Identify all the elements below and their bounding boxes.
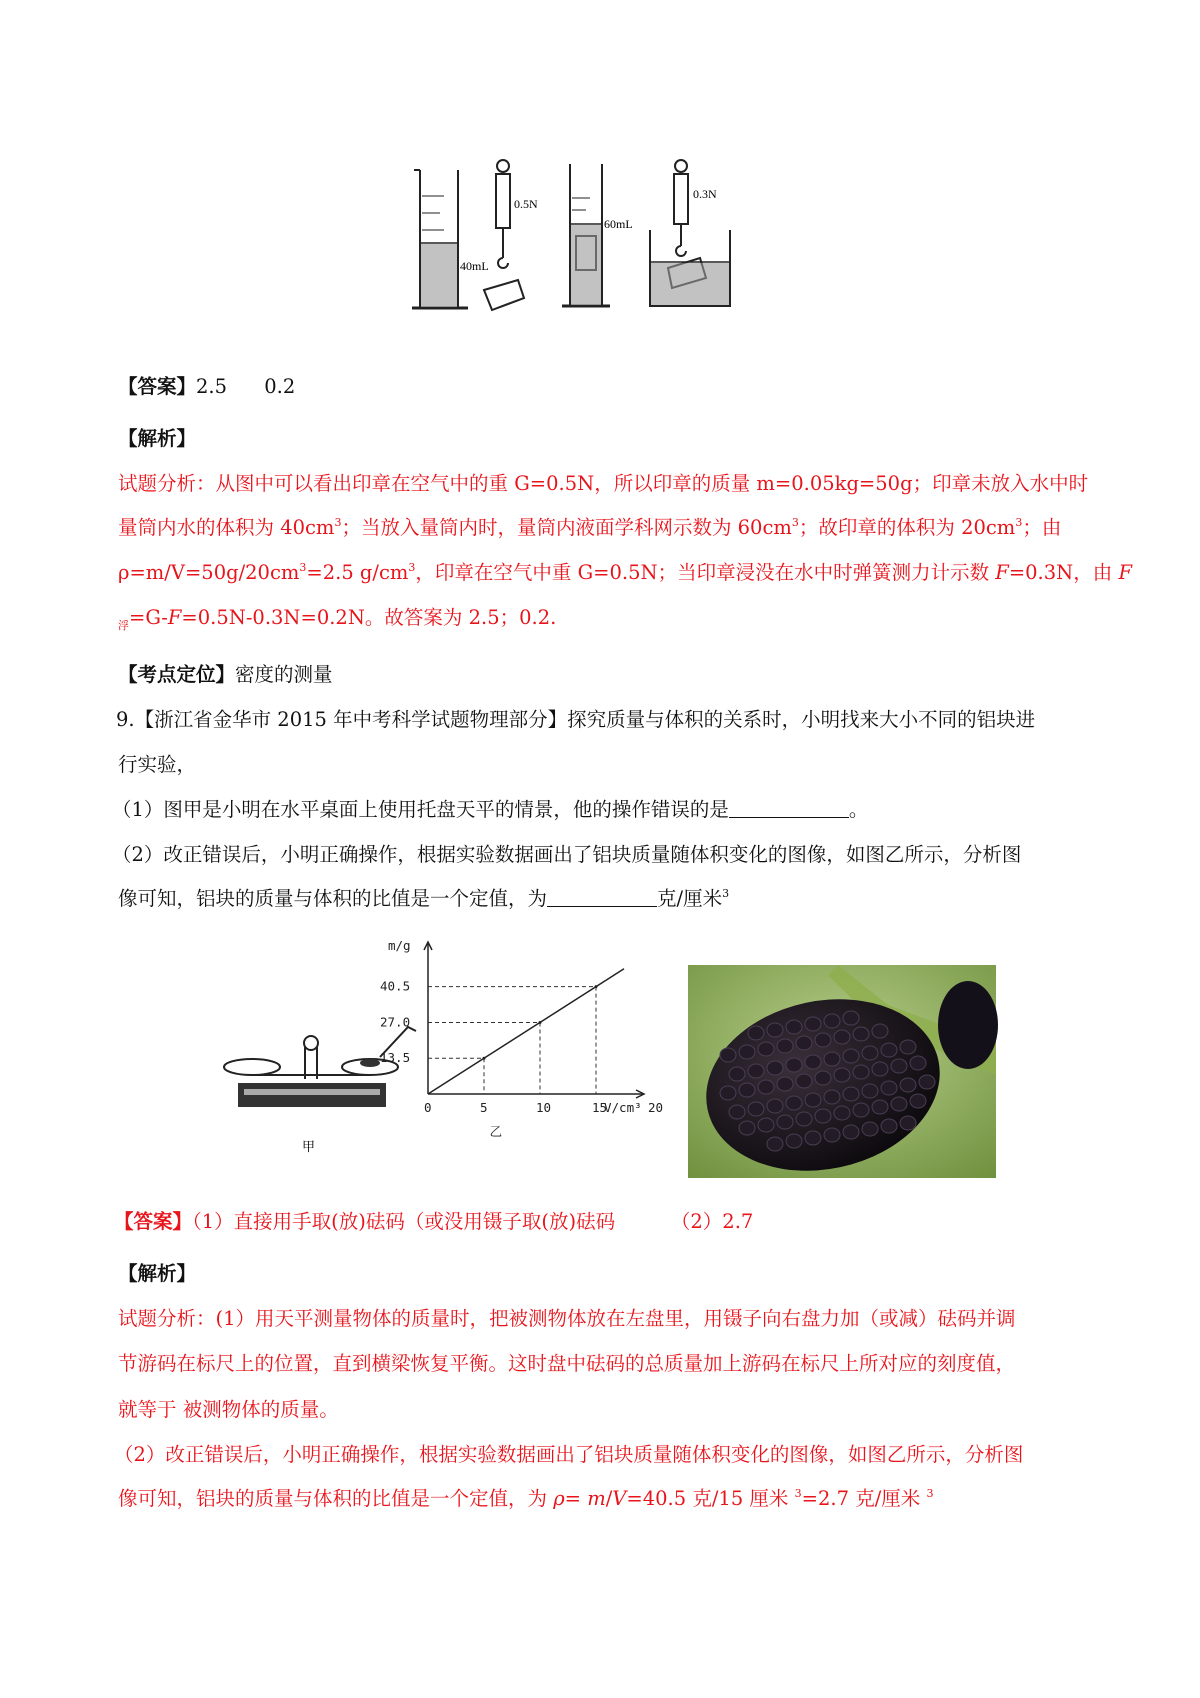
drupelet	[872, 1024, 888, 1038]
drupelet	[843, 1087, 859, 1101]
drupelet	[777, 1039, 793, 1053]
drupelet	[767, 1023, 783, 1037]
y-tick-label: 13.5	[380, 1050, 411, 1066]
drupelet	[739, 1121, 755, 1135]
drupelet	[777, 1077, 793, 1091]
figure-yi-caption: 乙	[489, 1124, 503, 1139]
drupelet	[834, 1106, 850, 1120]
q9-analysis-line-5: 像可知，铝块的质量与体积的比值是一个定值，为 ρ= m/V=40.5 克/15 厘米 $^3$=2.7 克/厘米 $^3$	[118, 1487, 934, 1510]
drupelet	[853, 1027, 869, 1041]
drupelet	[900, 1078, 916, 1092]
drupelet	[815, 1109, 831, 1123]
drupelet	[824, 1052, 840, 1066]
label-60mL: 60mL	[604, 217, 633, 231]
q9-analysis-line-2: 节游码在标尺上的位置，直到横梁恢复平衡。这时盘中砝码的总质量加上游码在标尺上所对应的刻度值，	[118, 1352, 1016, 1375]
drupelet	[786, 1096, 802, 1110]
drupelet	[843, 1125, 859, 1139]
drupelet	[910, 1056, 926, 1070]
drupelet	[767, 1061, 783, 1075]
drupelet	[862, 1084, 878, 1098]
q9-stem-line-2: 行实验，	[118, 753, 197, 776]
y-tick-label: 40.5	[380, 978, 411, 994]
q8-analysis-line-3: $\rho=m/V=50g/20cm^3=2.5$ $g/cm^3$，印章在空气中重 G=0.5N；当印章浸没在水中时弹簧测力计示数 F=0.3N，由 F	[118, 561, 1132, 584]
drupelet	[872, 1062, 888, 1076]
data-point-2	[539, 1021, 542, 1024]
drupelet	[767, 1137, 783, 1151]
x-axis-label: V/cm³	[604, 1100, 642, 1115]
y-tick-label: 27.0	[380, 1014, 411, 1030]
series-line	[428, 969, 624, 1094]
q8-analysis-line-1: 试题分析：从图中可以看出印章在空气中的重 G=0.5N，所以印章的质量 m=0.05kg=50g；印章未放入水中时	[118, 472, 1089, 495]
q9-analysis-line-3: 就等于 被测物体的质量。	[118, 1398, 339, 1421]
q8-analysis-line-2: 量筒内水的体积为 $40cm^3$；当放入量筒内时，量筒内液面学科网示数为 $60cm^3$；故印章的体积为 $20cm^3$；由	[118, 516, 1062, 539]
q8-keypoint: 【考点定位】密度的测量	[118, 663, 333, 686]
drupelet	[786, 1058, 802, 1072]
drupelet	[834, 1030, 850, 1044]
drupelet	[900, 1116, 916, 1130]
drupelet	[910, 1094, 926, 1108]
drupelet	[777, 1115, 793, 1129]
q8-analysis-line-4: $_浮$=G-F=0.5N-0.3N=0.2N。故答案为 2.5；0.2.	[118, 606, 557, 632]
drupelet	[843, 1049, 859, 1063]
q9-stem-line-1: 9.【浙江省金华市 2015 年中考科学试题物理部分】探究质量与体积的关系时，小明找来大小不同的铝块进	[116, 708, 1036, 731]
label-0.5N: 0.5N	[514, 197, 538, 211]
drupelet	[796, 1074, 812, 1088]
drupelet	[786, 1134, 802, 1148]
drupelet	[748, 1026, 764, 1040]
drupelet	[720, 1048, 736, 1062]
q9-part-2-line-1: （2）改正错误后，小明正确操作，根据实验数据画出了铝块质量随体积变化的图像，如图乙所示，分析图	[112, 843, 1022, 866]
drupelet	[872, 1100, 888, 1114]
drupelet	[739, 1045, 755, 1059]
drupelet	[834, 1068, 850, 1082]
drupelet	[805, 1093, 821, 1107]
q9-analysis-line-4: （2）改正错误后，小明正确操作，根据实验数据画出了铝块质量随体积变化的图像，如图乙所示，分析图	[114, 1443, 1024, 1466]
q9-answer: 【答案】（1）直接用手取(放)砝码（或没用镊子取(放)砝码 （2）2.7	[114, 1210, 754, 1233]
drupelet	[862, 1122, 878, 1136]
x-tick-label: 0	[424, 1100, 432, 1115]
drupelet	[815, 1071, 831, 1085]
data-point-1	[483, 1057, 486, 1060]
answer-blank-2[interactable]	[547, 886, 657, 907]
drupelet	[805, 1017, 821, 1031]
q8-analysis-label: 【解析】	[118, 427, 197, 450]
label-0.3N: 0.3N	[693, 187, 717, 201]
answer-label: 【答案】	[118, 375, 197, 398]
drupelet	[805, 1055, 821, 1069]
x-tick-label: 10	[536, 1100, 552, 1115]
drupelet	[881, 1043, 897, 1057]
q9-analysis-label: 【解析】	[118, 1262, 197, 1285]
x-tick-label: 5	[480, 1100, 488, 1115]
drupelet	[796, 1036, 812, 1050]
drupelet	[758, 1080, 774, 1094]
mass-volume-chart	[380, 938, 664, 1144]
drupelet	[881, 1119, 897, 1133]
data-point-3	[595, 985, 598, 988]
drupelet	[729, 1067, 745, 1081]
drupelet	[824, 1090, 840, 1104]
drupelet	[748, 1102, 764, 1116]
q9-analysis-line-1: 试题分析：(1）用天平测量物体的质量时，把被测物体放在左盘里，用镊子向右盘力加（或减）砝码并调	[118, 1307, 1016, 1330]
density-experiment-figure	[400, 158, 820, 320]
x-tick-label: 20	[648, 1100, 664, 1115]
figure-jia-caption: 甲	[302, 1140, 316, 1155]
drupelet	[891, 1059, 907, 1073]
answer-value: 2.5 0.2	[196, 375, 296, 398]
drupelet	[881, 1081, 897, 1095]
drupelet	[900, 1040, 916, 1054]
q9-part-1: （1）图甲是小明在水平桌面上使用托盘天平的情景，他的操作错误的是 。	[112, 798, 869, 821]
mulberry-photo	[688, 965, 996, 1178]
answer-blank-1[interactable]	[729, 797, 849, 818]
y-axis-label: m/g	[388, 938, 411, 953]
q8-answer	[118, 373, 295, 401]
drupelet	[758, 1118, 774, 1132]
drupelet	[824, 1014, 840, 1028]
drupelet	[748, 1064, 764, 1078]
drupelet	[891, 1097, 907, 1111]
label-40mL: 40mL	[460, 259, 489, 273]
drupelet	[720, 1086, 736, 1100]
drupelet	[767, 1099, 783, 1113]
drupelet	[862, 1046, 878, 1060]
drupelet	[853, 1103, 869, 1117]
drupelet	[815, 1033, 831, 1047]
drupelet	[729, 1105, 745, 1119]
drupelet	[843, 1011, 859, 1025]
drupelet	[853, 1065, 869, 1079]
q9-part-2-line-2: 像可知，铝块的质量与体积的比值是一个定值，为 克/厘米$^3$	[118, 887, 730, 910]
drupelet	[786, 1020, 802, 1034]
drupelet	[758, 1042, 774, 1056]
drupelet	[824, 1128, 840, 1142]
drupelet	[739, 1083, 755, 1097]
drupelet	[805, 1131, 821, 1145]
drupelet	[919, 1075, 935, 1089]
x-tick-label: 15	[592, 1100, 608, 1115]
drupelet	[796, 1112, 812, 1126]
